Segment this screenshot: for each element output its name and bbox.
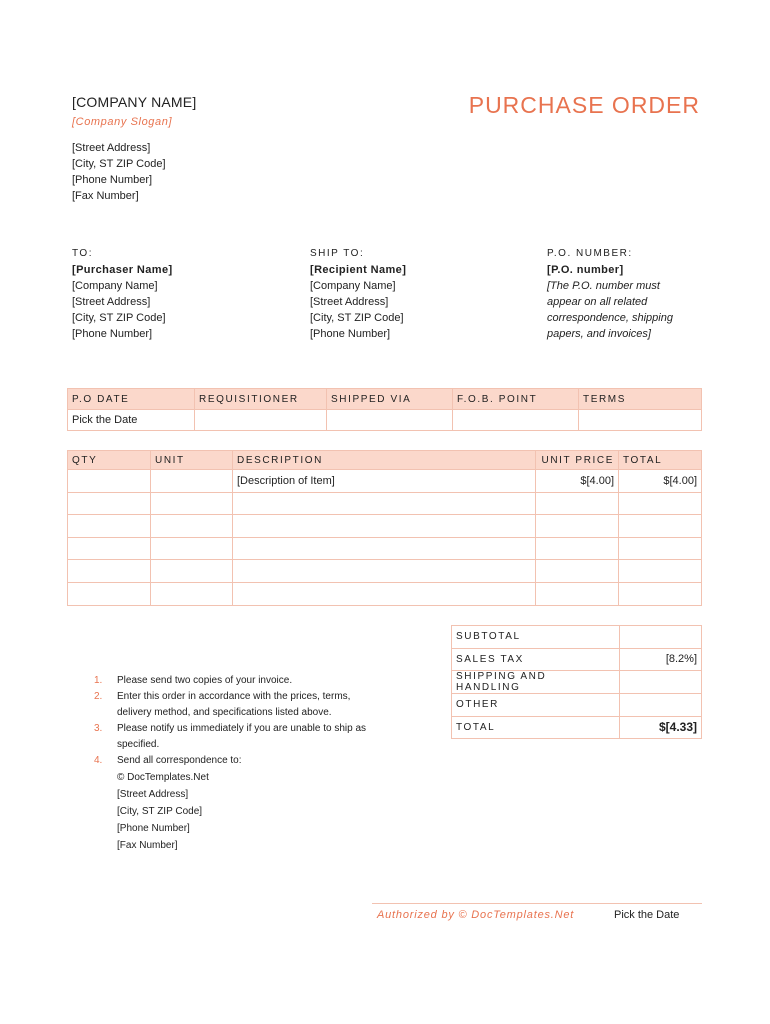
company-slogan[interactable]: [Company Slogan] bbox=[72, 116, 173, 128]
qty-cell[interactable] bbox=[68, 582, 151, 605]
subtotal-row bbox=[452, 626, 702, 649]
list-item bbox=[94, 689, 374, 721]
sales-tax-value[interactable]: [8.2%] bbox=[620, 648, 702, 671]
ship-to-street[interactable]: [Street Address] bbox=[310, 296, 389, 308]
ship-to-company[interactable]: [Company Name] bbox=[310, 280, 396, 292]
note-number: 3. bbox=[94, 723, 103, 734]
po-number-value[interactable]: [P.O. number] bbox=[547, 264, 624, 276]
note-number: 2. bbox=[94, 691, 103, 702]
line-items-header-row bbox=[68, 451, 702, 470]
description-cell[interactable] bbox=[233, 492, 536, 515]
total-header: TOTAL bbox=[619, 451, 702, 470]
unit-price-cell[interactable] bbox=[536, 537, 619, 560]
po-number-note: [The P.O. number must bbox=[547, 280, 660, 292]
po-number-label: P.O. NUMBER: bbox=[547, 248, 633, 259]
ship-to-city[interactable]: [City, ST ZIP Code] bbox=[310, 312, 404, 324]
unit-price-cell[interactable] bbox=[536, 492, 619, 515]
order-info-value-row bbox=[68, 410, 702, 431]
qty-cell[interactable] bbox=[68, 560, 151, 583]
line-total-cell[interactable] bbox=[619, 492, 702, 515]
description-cell[interactable] bbox=[233, 515, 536, 538]
company-address bbox=[72, 140, 196, 204]
table-row bbox=[68, 582, 702, 605]
ship-to-label: SHIP TO: bbox=[310, 248, 365, 259]
note-text: Enter this order in accordance with the prices, terms, delivery method, and specifications listed above. bbox=[117, 691, 351, 718]
note-number: 1. bbox=[94, 675, 103, 686]
table-row bbox=[68, 537, 702, 560]
line-total-cell[interactable] bbox=[619, 582, 702, 605]
unit-price-cell[interactable]: $[4.00] bbox=[536, 470, 619, 493]
to-company[interactable]: [Company Name] bbox=[72, 280, 158, 292]
qty-cell[interactable] bbox=[68, 515, 151, 538]
shipping-value[interactable] bbox=[620, 671, 702, 694]
other-value[interactable] bbox=[620, 694, 702, 717]
authorized-by: Authorized by © DocTemplates.Net bbox=[377, 909, 575, 921]
shipping-row bbox=[452, 671, 702, 694]
description-header: DESCRIPTION bbox=[233, 451, 536, 470]
recipient-name[interactable]: [Recipient Name] bbox=[310, 264, 407, 276]
shipped-via-cell[interactable] bbox=[327, 410, 453, 431]
description-cell[interactable]: [Description of Item] bbox=[233, 470, 536, 493]
line-total-cell[interactable] bbox=[619, 560, 702, 583]
fob-point-cell[interactable] bbox=[453, 410, 579, 431]
company-name[interactable]: [COMPANY NAME] bbox=[72, 94, 197, 110]
qty-cell[interactable] bbox=[68, 537, 151, 560]
unit-cell[interactable] bbox=[151, 582, 233, 605]
unit-cell[interactable] bbox=[151, 515, 233, 538]
note-text: Send all correspondence to: bbox=[117, 755, 242, 766]
to-phone[interactable]: [Phone Number] bbox=[72, 328, 153, 340]
to-block bbox=[72, 246, 272, 342]
total-value[interactable]: $[4.33] bbox=[620, 716, 702, 739]
to-street[interactable]: [Street Address] bbox=[72, 296, 151, 308]
unit-price-cell[interactable] bbox=[536, 515, 619, 538]
ship-to-block bbox=[310, 246, 510, 342]
description-cell[interactable] bbox=[233, 582, 536, 605]
terms-header: TERMS bbox=[579, 389, 702, 410]
company-city[interactable]: [City, ST ZIP Code] bbox=[72, 158, 166, 170]
line-total-cell[interactable]: $[4.00] bbox=[619, 470, 702, 493]
unit-cell[interactable] bbox=[151, 492, 233, 515]
company-phone[interactable]: [Phone Number] bbox=[72, 174, 153, 186]
unit-cell[interactable] bbox=[151, 537, 233, 560]
table-row bbox=[68, 470, 702, 493]
table-row bbox=[68, 560, 702, 583]
to-label: TO: bbox=[72, 248, 93, 259]
po-number-block bbox=[547, 246, 707, 342]
ship-to-phone[interactable]: [Phone Number] bbox=[310, 328, 391, 340]
list-item bbox=[94, 753, 374, 769]
other-label: OTHER bbox=[452, 694, 620, 717]
line-total-cell[interactable] bbox=[619, 537, 702, 560]
company-street[interactable]: [Street Address] bbox=[72, 142, 151, 154]
total-label: TOTAL bbox=[452, 716, 620, 739]
po-number-note: papers, and invoices] bbox=[547, 328, 651, 340]
to-city[interactable]: [City, ST ZIP Code] bbox=[72, 312, 166, 324]
unit-cell[interactable] bbox=[151, 470, 233, 493]
description-cell[interactable] bbox=[233, 560, 536, 583]
note-text: Please notify us immediately if you are unable to ship as specified. bbox=[117, 723, 367, 750]
qty-header: QTY bbox=[68, 451, 151, 470]
po-number-note: appear on all related bbox=[547, 296, 648, 308]
totals-table bbox=[451, 625, 702, 739]
correspondence-fax[interactable]: [Fax Number] bbox=[117, 840, 178, 851]
unit-price-cell[interactable] bbox=[536, 582, 619, 605]
list-item bbox=[94, 673, 374, 689]
note-number: 4. bbox=[94, 755, 103, 766]
po-number-note: correspondence, shipping bbox=[547, 312, 673, 324]
line-total-cell[interactable] bbox=[619, 515, 702, 538]
total-row bbox=[452, 716, 702, 739]
requisitioner-header: REQUISITIONER bbox=[195, 389, 327, 410]
order-info-table bbox=[67, 388, 702, 431]
unit-cell[interactable] bbox=[151, 560, 233, 583]
company-fax[interactable]: [Fax Number] bbox=[72, 190, 139, 202]
subtotal-label: SUBTOTAL bbox=[452, 626, 620, 649]
sales-tax-label: SALES TAX bbox=[452, 648, 620, 671]
other-row bbox=[452, 694, 702, 717]
unit-header: UNIT bbox=[151, 451, 233, 470]
note-text: Please send two copies of your invoice. bbox=[117, 675, 293, 686]
correspondence-company: © DocTemplates.Net bbox=[117, 772, 209, 783]
company-info bbox=[72, 94, 196, 204]
list-item bbox=[94, 721, 374, 753]
signature-line bbox=[372, 903, 702, 904]
correspondence-city[interactable]: [City, ST ZIP Code] bbox=[117, 806, 203, 817]
purchaser-name[interactable]: [Purchaser Name] bbox=[72, 264, 173, 276]
requisitioner-cell[interactable] bbox=[195, 410, 327, 431]
document-title: PURCHASE ORDER bbox=[468, 92, 700, 118]
sales-tax-row bbox=[452, 648, 702, 671]
unit-price-header: UNIT PRICE bbox=[536, 451, 619, 470]
notes-list bbox=[94, 673, 374, 854]
table-row bbox=[68, 515, 702, 538]
correspondence-street[interactable]: [Street Address] bbox=[117, 789, 189, 800]
unit-price-cell[interactable] bbox=[536, 560, 619, 583]
terms-cell[interactable] bbox=[579, 410, 702, 431]
correspondence-address bbox=[94, 769, 374, 854]
po-date-header: P.O DATE bbox=[68, 389, 195, 410]
fob-point-header: F.O.B. POINT bbox=[453, 389, 579, 410]
correspondence-phone[interactable]: [Phone Number] bbox=[117, 823, 190, 834]
signature-date-picker[interactable]: Pick the Date bbox=[614, 909, 680, 921]
po-date-picker[interactable]: Pick the Date bbox=[68, 410, 195, 431]
qty-cell[interactable] bbox=[68, 492, 151, 515]
shipping-label: SHIPPING AND HANDLING bbox=[452, 671, 620, 694]
shipped-via-header: SHIPPED VIA bbox=[327, 389, 453, 410]
order-info-header-row bbox=[68, 389, 702, 410]
line-items-table bbox=[67, 450, 702, 606]
table-row bbox=[68, 492, 702, 515]
qty-cell[interactable] bbox=[68, 470, 151, 493]
subtotal-value[interactable] bbox=[620, 626, 702, 649]
description-cell[interactable] bbox=[233, 537, 536, 560]
